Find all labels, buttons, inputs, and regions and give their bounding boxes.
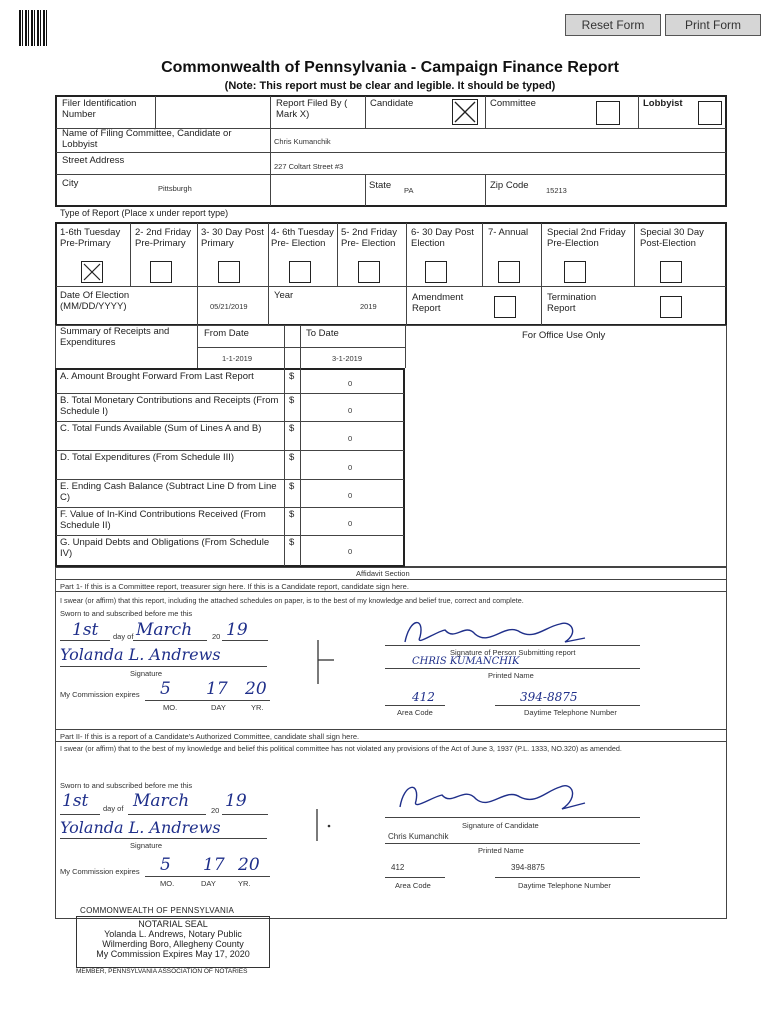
hw-year: 19 <box>226 620 248 640</box>
report-filed-by-label: Report Filed By ( Mark X) <box>276 98 348 120</box>
report-type-3-label: 3- 30 Day Post Primary <box>201 227 264 249</box>
report-type-special30-checkbox[interactable] <box>660 261 682 283</box>
commission-label-2: My Commission expires <box>60 867 140 876</box>
hw-commission-yr-2: 20 <box>238 855 260 875</box>
seal-line-2: Yolanda L. Andrews, Notary Public <box>104 929 242 939</box>
election-date-label: Date Of Election (MM/DD/YYYY) <box>60 290 130 312</box>
street-label: Street Address <box>62 155 125 166</box>
barcode <box>19 10 49 46</box>
state-value[interactable]: PA <box>404 186 414 195</box>
hw-commission-mo-2: 5 <box>160 855 171 875</box>
to-date-label: To Date <box>306 328 339 339</box>
report-type-1-label: 1-6th Tuesday Pre-Primary <box>60 227 121 249</box>
year-value[interactable]: 2019 <box>360 302 377 311</box>
summary-row-e-label: E. Ending Cash Balance (Subtract Line D from Line C) <box>60 481 277 503</box>
sworn-text-2: Sworn to and subscribed before me this <box>60 781 193 790</box>
x-mark-icon <box>82 262 102 282</box>
report-type-3-checkbox[interactable] <box>218 261 240 283</box>
currency-sign: $ <box>289 452 295 463</box>
report-type-special2-checkbox[interactable] <box>564 261 586 283</box>
sig-person-label: Signature of Person Submitting report <box>450 648 576 657</box>
city-value[interactable]: Pittsburgh <box>158 184 192 193</box>
summary-row-d-label: D. Total Expenditures (From Schedule III) <box>60 452 235 463</box>
hw-year-2: 19 <box>225 791 247 811</box>
summary-row-a-label: A. Amount Brought Forward From Last Report <box>60 371 254 382</box>
hw-commission-mo: 5 <box>160 679 171 699</box>
lobbyist-checkbox[interactable] <box>698 101 722 125</box>
filer-name-label: Name of Filing Committee, Candidate or Lobbyist <box>62 128 232 150</box>
city-label: City <box>62 178 79 189</box>
report-type-label: Type of Report (Place x under report type) <box>60 208 229 218</box>
x-mark-icon <box>453 100 477 124</box>
affidavit-title: Affidavit Section <box>356 569 410 578</box>
seal-top-text: COMMONWEALTH OF PENNSYLVANIA <box>80 906 235 915</box>
amendment-label: Amendment Report <box>412 292 464 314</box>
filer-id-label: Filer Identification Number <box>62 98 137 120</box>
currency-sign: $ <box>289 509 295 520</box>
part2-text: I swear (or affirm) that to the best of my knowledge and belief this political committee has not violated any provisions of the Act of June 3, 1937 (P.L. 1333, NO.320) as amended. <box>60 744 622 753</box>
filer-name-value[interactable]: Chris Kumanchik <box>274 137 331 146</box>
printed-name-value[interactable]: Chris Kumanchik <box>388 832 449 841</box>
hw-day: 1st <box>72 620 99 640</box>
termination-label: Termination Report <box>547 292 597 314</box>
report-type-2-label: 2- 2nd Friday Pre-Primary <box>135 227 191 249</box>
sworn-text: Sworn to and subscribed before me this <box>60 609 193 618</box>
day-label: DAY <box>211 703 226 712</box>
bracket-mark <box>300 632 340 692</box>
state-label: State <box>369 180 392 191</box>
currency-sign: $ <box>289 537 295 548</box>
area-code-label-2: Area Code <box>395 881 431 890</box>
part1-text: I swear (or affirm) that this report, including the attached schedules on paper, is to the best of my knowledge and belief true, correct and complete. <box>60 596 524 605</box>
notarial-seal <box>76 916 270 968</box>
print-form-button[interactable]: Print Form <box>665 14 761 36</box>
currency-sign: $ <box>289 395 295 406</box>
day-of-label-2: day of <box>103 804 124 813</box>
currency-sign: $ <box>289 371 295 382</box>
candidate-checkbox[interactable] <box>452 99 478 125</box>
phone-value[interactable]: 394-8875 <box>511 863 545 872</box>
lobbyist-label: Lobbyist <box>643 98 683 109</box>
year-label: Year <box>274 290 294 301</box>
sig-candidate-label: Signature of Candidate <box>462 821 539 830</box>
termination-checkbox[interactable] <box>660 296 682 318</box>
commission-label: My Commission expires <box>60 690 140 699</box>
bracket-mark-2 <box>305 805 345 845</box>
seal-line-4: My Commission Expires May 17, 2020 <box>96 949 250 959</box>
currency-sign: $ <box>289 481 295 492</box>
day-label-2: DAY <box>201 879 216 888</box>
report-type-7-label: 7- Annual <box>488 227 529 238</box>
signature-2-image <box>390 775 590 820</box>
office-use-label: For Office Use Only <box>522 330 606 341</box>
hw-printed-name: CHRIS KUMANCHIK <box>412 656 520 667</box>
seal-line-1: NOTARIAL SEAL <box>138 919 208 929</box>
hw-day-2: 1st <box>62 791 89 811</box>
report-type-6-label: 6- 30 Day Post Election <box>411 227 474 249</box>
hw-phone: 394-8875 <box>520 690 578 704</box>
summary-row-b-label: B. Total Monetary Contributions and Receipts (From Schedule I) <box>60 395 279 417</box>
signature-1-image <box>395 612 595 652</box>
hw-commission-day: 17 <box>206 679 228 699</box>
area-code-label: Area Code <box>397 708 433 717</box>
summary-label: Summary of Receipts and Expenditures <box>60 326 170 348</box>
hw-commission-day-2: 17 <box>203 855 225 875</box>
printed-name-label: Printed Name <box>488 671 534 680</box>
summary-row-g-value[interactable]: 0 <box>348 547 353 556</box>
summary-row-c-label: C. Total Funds Available (Sum of Lines A and B) <box>60 423 262 434</box>
zip-value[interactable]: 15213 <box>546 186 567 195</box>
currency-sign: $ <box>289 423 295 434</box>
signature-label-2: Signature <box>130 841 163 850</box>
summary-row-b-value[interactable]: 0 <box>348 406 353 415</box>
street-value[interactable]: 227 Coltart Street #3 <box>274 162 344 171</box>
summary-row-c-value[interactable]: 0 <box>348 434 353 443</box>
to-date-value[interactable]: 3-1-2019 <box>332 354 363 363</box>
committee-checkbox[interactable] <box>596 101 620 125</box>
summary-row-d-value[interactable]: 0 <box>348 463 353 472</box>
hw-month-2: March <box>133 791 190 811</box>
hw-notary-signature: Yolanda L. Andrews <box>60 645 221 664</box>
summary-row-f-value[interactable]: 0 <box>348 519 353 528</box>
report-type-special30-label: Special 30 Day Post-Election <box>640 227 704 249</box>
report-type-4-label: 4- 6th Tuesday Pre- Election <box>271 227 334 249</box>
day-of-label: day of <box>113 632 134 641</box>
reset-form-button[interactable]: Reset Form <box>565 14 661 36</box>
part1-heading: Part 1- If this is a Committee report, treasurer sign here. If this is a Candidate report, candidate sign here. <box>60 582 409 591</box>
candidate-label: Candidate <box>370 98 414 109</box>
hw-commission-yr: 20 <box>245 679 267 699</box>
report-type-7-checkbox[interactable] <box>498 261 520 283</box>
report-type-5-label: 5- 2nd Friday Pre- Election <box>341 227 397 249</box>
hw-month: March <box>136 620 193 640</box>
hw-area-code: 412 <box>412 690 435 704</box>
area-code-value[interactable]: 412 <box>391 863 405 872</box>
phone-label-2: Daytime Telephone Number <box>518 881 611 890</box>
seal-line-3: Wilmerding Boro, Allegheny County <box>102 939 244 949</box>
committee-label: Committee <box>490 98 536 109</box>
mo-label-2: MO. <box>160 879 175 888</box>
year-prefix-2: 20 <box>211 806 220 815</box>
yr-label: YR. <box>251 703 264 712</box>
election-date-value[interactable]: 05/21/2019 <box>210 302 248 311</box>
amendment-checkbox[interactable] <box>494 296 516 318</box>
zip-label: Zip Code <box>490 180 529 191</box>
form-title: Commonwealth of Pennsylvania - Campaign Finance Report <box>161 59 619 76</box>
summary-row-a-value[interactable]: 0 <box>348 379 353 388</box>
report-type-5-checkbox[interactable] <box>358 261 380 283</box>
mo-label: MO. <box>163 703 178 712</box>
printed-name-label-2: Printed Name <box>478 846 524 855</box>
summary-row-e-value[interactable]: 0 <box>348 491 353 500</box>
year-prefix: 20 <box>212 632 221 641</box>
report-type-6-checkbox[interactable] <box>425 261 447 283</box>
phone-label: Daytime Telephone Number <box>524 708 617 717</box>
report-type-special2-label: Special 2nd Friday Pre-Election <box>547 227 626 249</box>
report-type-2-checkbox[interactable] <box>150 261 172 283</box>
signature-label: Signature <box>130 669 163 678</box>
summary-row-g-label: G. Unpaid Debts and Obligations (From Schedule IV) <box>60 537 270 559</box>
yr-label-2: YR. <box>238 879 251 888</box>
report-type-4-checkbox[interactable] <box>289 261 311 283</box>
from-date-value[interactable]: 1-1-2019 <box>222 354 253 363</box>
part2-heading: Part II- If this is a report of a Candidate's Authorized Committee, candidate shall sign here. <box>60 732 360 741</box>
report-type-1-checkbox[interactable] <box>81 261 103 283</box>
from-date-label: From Date <box>204 328 249 339</box>
form-note: (Note: This report must be clear and legible. It should be typed) <box>224 80 556 92</box>
summary-row-f-label: F. Value of In-Kind Contributions Received (From Schedule II) <box>60 509 266 531</box>
seal-bottom-text: MEMBER, PENNSYLVANIA ASSOCIATION OF NOTARIES <box>76 968 248 975</box>
hw-notary-signature-2: Yolanda L. Andrews <box>60 818 221 837</box>
